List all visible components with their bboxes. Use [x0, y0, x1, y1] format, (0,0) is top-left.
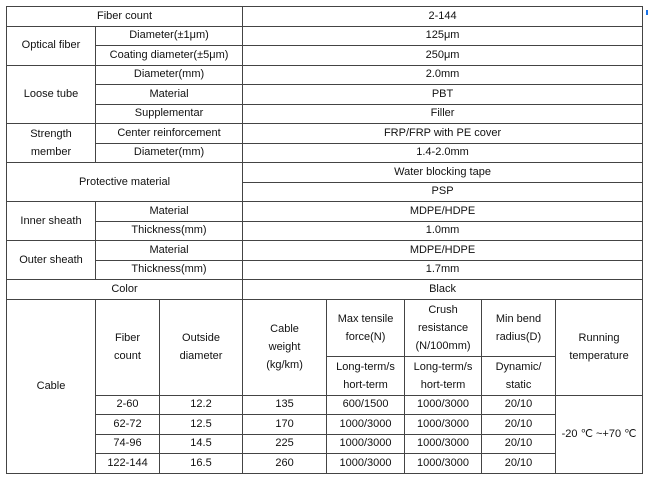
header-text: radius(D) [495, 330, 542, 343]
strength-label-line1: Strength [30, 128, 72, 140]
cell-cable-weight: 260 [243, 454, 327, 474]
row-loose-tube-supplementar [7, 104, 643, 124]
param-label: Center reinforcement [96, 124, 243, 144]
param-label: Material [96, 241, 243, 261]
cell-crush: 1000/3000 [405, 415, 482, 435]
cell-cable-weight: 225 [243, 434, 327, 454]
header-text: Crush [428, 303, 458, 316]
cell-outside-diameter: 12.5 [160, 415, 243, 435]
cell-tensile: 600/1500 [327, 395, 405, 415]
cell-crush: 1000/3000 [405, 434, 482, 454]
cell-fiber-count: 62-72 [96, 415, 160, 435]
header-text: Outside [182, 332, 220, 344]
cell-tensile: 1000/3000 [327, 415, 405, 435]
param-label: Material [96, 85, 243, 105]
row-fiber-count [7, 7, 643, 27]
cell-outside-diameter: 16.5 [160, 454, 243, 474]
param-value: Filler [243, 104, 643, 124]
row-strength-center [7, 124, 643, 144]
row-outer-sheath-thickness [7, 260, 643, 280]
table-row [7, 434, 643, 454]
param-value: 1.7mm [243, 260, 643, 280]
row-inner-sheath-thickness [7, 221, 643, 241]
row-optical-fiber-diameter [7, 26, 643, 46]
param-value: 1.0mm [243, 221, 643, 241]
header-min-bend [482, 299, 556, 356]
header-text: force(N) [345, 330, 386, 343]
cell-cable-weight: 170 [243, 415, 327, 435]
param-value: 250μm [243, 46, 643, 66]
param-value: MDPE/HDPE [243, 202, 643, 222]
cell-fiber-count: 74-96 [96, 434, 160, 454]
param-label: Material [96, 202, 243, 222]
header-text: (N/100mm) [415, 339, 471, 352]
cell-tensile: 1000/3000 [327, 454, 405, 474]
cell-bend: 20/10 [482, 415, 556, 435]
header-running-temperature [556, 299, 643, 395]
cell-running-temperature: -20 ℃ ~+70 ℃ [556, 395, 643, 473]
row-cable-header [7, 299, 643, 356]
row-loose-tube-diameter [7, 65, 643, 85]
param-label: Diameter(mm) [96, 143, 243, 163]
cell-bend: 20/10 [482, 395, 556, 415]
cable-spec-table [6, 6, 643, 474]
cell-tensile: 1000/3000 [327, 434, 405, 454]
subheader-text: static [505, 378, 532, 391]
param-label: Thickness(mm) [96, 260, 243, 280]
header-fiber-count [96, 299, 160, 395]
subheader-text: hort-term [343, 378, 388, 391]
fiber-count-value: 2-144 [243, 7, 643, 27]
subheader-text: hort-term [420, 378, 466, 391]
cell-outside-diameter: 12.2 [160, 395, 243, 415]
strength-member-label [7, 124, 96, 163]
optical-fiber-label: Optical fiber [7, 26, 96, 65]
param-value: PSP [243, 182, 643, 202]
cell-crush: 1000/3000 [405, 395, 482, 415]
fiber-count-label: Fiber count [7, 7, 243, 27]
param-label: Supplementar [96, 104, 243, 124]
header-text: Max tensile [337, 312, 394, 325]
header-text: weight [268, 341, 301, 353]
param-label: Diameter(mm) [96, 65, 243, 85]
subheader-text: Long-term/s [413, 360, 473, 373]
strength-label-line2: member [30, 146, 72, 158]
header-text: Cable [270, 323, 299, 335]
header-text: Fiber [114, 332, 141, 344]
header-text: diameter [179, 350, 223, 362]
header-text: resistance [417, 321, 469, 334]
param-value: PBT [243, 85, 643, 105]
cell-crush: 1000/3000 [405, 454, 482, 474]
header-text: (kg/km) [266, 359, 303, 371]
subheader-crush [405, 356, 482, 395]
cell-bend: 20/10 [482, 454, 556, 474]
header-crush-resistance [405, 299, 482, 356]
row-inner-sheath-material [7, 202, 643, 222]
header-text: count [114, 350, 141, 362]
param-value: 1.4-2.0mm [243, 143, 643, 163]
spec-table-container [6, 6, 643, 474]
cell-bend: 20/10 [482, 434, 556, 454]
param-value: Water blocking tape [243, 163, 643, 183]
param-value: MDPE/HDPE [243, 241, 643, 261]
row-protective-tape [7, 163, 643, 183]
cable-label: Cable [7, 299, 96, 473]
cell-fiber-count: 2-60 [96, 395, 160, 415]
subheader-text: Long-term/s [336, 360, 395, 373]
header-text: temperature [569, 350, 629, 362]
param-value: FRP/FRP with PE cover [243, 124, 643, 144]
row-loose-tube-material [7, 85, 643, 105]
inner-sheath-label: Inner sheath [7, 202, 96, 241]
table-row [7, 395, 643, 415]
protective-material-label: Protective material [7, 163, 243, 202]
subheader-bend [482, 356, 556, 395]
color-value: Black [243, 280, 643, 300]
cell-fiber-count: 122-144 [96, 454, 160, 474]
color-label: Color [7, 280, 243, 300]
table-row [7, 454, 643, 474]
row-color [7, 280, 643, 300]
row-outer-sheath-material [7, 241, 643, 261]
subheader-text: Dynamic/ [495, 360, 542, 373]
row-optical-fiber-coating [7, 46, 643, 66]
param-label: Thickness(mm) [96, 221, 243, 241]
subheader-tensile [327, 356, 405, 395]
outer-sheath-label: Outer sheath [7, 241, 96, 280]
param-label: Diameter(±1μm) [96, 26, 243, 46]
header-max-tensile [327, 299, 405, 356]
table-row [7, 415, 643, 435]
header-text: Running [578, 332, 620, 344]
param-value: 2.0mm [243, 65, 643, 85]
loose-tube-label: Loose tube [7, 65, 96, 124]
header-cable-weight [243, 299, 327, 395]
param-label: Coating diameter(±5μm) [96, 46, 243, 66]
header-text: Min bend [495, 312, 542, 325]
cell-cable-weight: 135 [243, 395, 327, 415]
header-outside-diameter [160, 299, 243, 395]
param-value: 125μm [243, 26, 643, 46]
row-strength-diameter [7, 143, 643, 163]
cell-outside-diameter: 14.5 [160, 434, 243, 454]
edge-marker [646, 10, 648, 15]
